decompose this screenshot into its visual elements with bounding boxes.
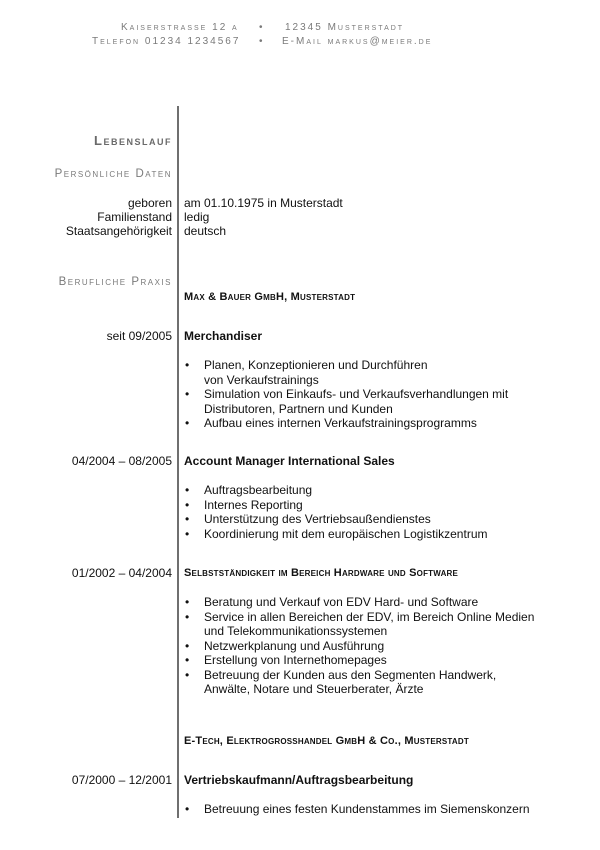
list-item: • Planen, Konzeptionieren und Durchführen von Verkaufstrainings xyxy=(184,358,584,387)
value-nationality: deutsch xyxy=(184,224,227,238)
job-role: Account Manager International Sales xyxy=(184,454,395,468)
list-item: • Betreuung der Kunden aus den Segmenten Handwerk, Anwälte, Notare und Steuerberater, Ärzte xyxy=(184,668,584,697)
page-title: Lebenslauf xyxy=(94,133,172,148)
list-item: • Netzwerkplanung und Ausführung xyxy=(184,639,584,654)
value-marital-status: ledig xyxy=(184,210,210,224)
job-duties-list xyxy=(184,802,584,817)
address-street: Kaiserstrasse 12 a xyxy=(121,22,239,33)
job-period: 01/2002 – 04/2004 xyxy=(71,566,172,580)
list-item: • Betreuung eines festen Kundenstammes im Siemenskonzern xyxy=(184,802,584,817)
job-role: Selbstständigkeit im Bereich Hardware und Software xyxy=(184,567,459,579)
company-name: E-Tech, Elektrogrosshandel GmbH & Co., Musterstadt xyxy=(184,735,469,747)
job-period: 07/2000 – 12/2001 xyxy=(71,773,172,787)
address-city: 12345 Musterstadt xyxy=(285,22,405,33)
job-period: 04/2004 – 08/2005 xyxy=(71,454,172,468)
list-item: • Unterstützung des Vertriebsaußendienstes xyxy=(184,512,584,527)
email-address: E-Mail markus@meier.de xyxy=(282,36,433,47)
list-item: • Beratung und Verkauf von EDV Hard- und Software xyxy=(184,595,584,610)
list-item: • Auftragsbearbeitung xyxy=(184,483,584,498)
label-born: geboren xyxy=(127,196,172,210)
list-item: • Koordinierung mit dem europäischen Logistikzentrum xyxy=(184,527,584,542)
vertical-divider xyxy=(177,106,179,818)
header-separator: • xyxy=(259,36,263,47)
list-item: • Aufbau eines internen Verkaufstrainingsprogramms xyxy=(184,416,584,431)
list-item: • Internes Reporting xyxy=(184,498,584,513)
job-duties-list xyxy=(184,358,584,431)
list-item: • Service in allen Bereichen der EDV, im Bereich Online Medien und Telekommunikationssystemen xyxy=(184,610,584,639)
list-item: • Erstellung von Internethomepages xyxy=(184,653,584,668)
section-heading-experience: Berufliche Praxis xyxy=(58,276,172,288)
value-born: am 01.10.1975 in Musterstadt xyxy=(184,196,343,210)
label-marital-status: Familienstand xyxy=(97,210,172,224)
job-duties-list xyxy=(184,595,584,697)
company-name: Max & Bauer GmbH, Musterstadt xyxy=(184,291,356,303)
header-separator: • xyxy=(259,22,263,33)
list-item: • Simulation von Einkaufs- und Verkaufsverhandlungen mit Distributoren, Partnern und Kunden xyxy=(184,387,584,416)
job-duties-list xyxy=(184,483,584,541)
label-nationality: Staatsangehörigkeit xyxy=(65,224,172,238)
phone-number: Telefon 01234 1234567 xyxy=(92,36,241,47)
job-role: Merchandiser xyxy=(184,329,263,343)
job-role: Vertriebskaufmann/Auftragsbearbeitung xyxy=(184,773,414,787)
section-heading-personal: Persönliche Daten xyxy=(54,168,172,180)
job-period: seit 09/2005 xyxy=(106,329,172,343)
